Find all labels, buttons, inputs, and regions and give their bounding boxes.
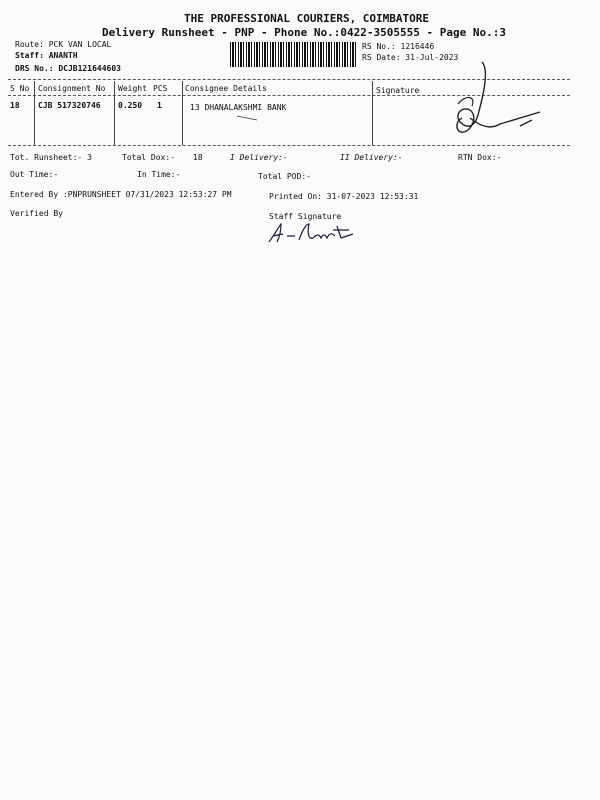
verified-by: Verified By bbox=[10, 209, 63, 218]
drs-number: DRS No.: DCJB121644603 bbox=[15, 64, 121, 73]
col-header-consignment: Consignment No bbox=[38, 84, 106, 93]
col-header-sno: S No bbox=[10, 84, 30, 93]
col-header-consignee: Consignee Details bbox=[185, 84, 267, 93]
col-divider bbox=[372, 81, 373, 145]
total-dox-label: Total Dox:- bbox=[122, 153, 175, 162]
row-sno: 18 bbox=[10, 101, 20, 110]
row-weight: 0.250 bbox=[118, 101, 143, 110]
col-header-weight: Weight bbox=[118, 84, 147, 93]
col-header-pcs: PCS bbox=[153, 84, 168, 93]
tot-runsheet: Tot. Runsheet:- 3 bbox=[10, 153, 92, 162]
ii-delivery: II Delivery:- bbox=[340, 153, 403, 162]
rs-date: RS Date: 31-Jul-2023 bbox=[362, 53, 459, 62]
total-pod: Total POD:- bbox=[258, 172, 311, 181]
table-bottom-rule bbox=[8, 145, 570, 146]
col-header-signature: Signature bbox=[376, 86, 420, 95]
total-dox-value: 18 bbox=[193, 153, 203, 162]
row-pcs: 1 bbox=[157, 101, 162, 110]
col-divider bbox=[114, 81, 115, 145]
in-time: In Time:- bbox=[137, 170, 181, 179]
col-divider bbox=[34, 81, 35, 145]
route-label: Route: PCK VAN LOCAL bbox=[15, 40, 112, 49]
out-time: Out Time:- bbox=[10, 170, 59, 179]
entered-by: Entered By :PNPRUNSHEET 07/31/2023 12:53:27 PM bbox=[10, 190, 232, 199]
runsheet-title: Delivery Runsheet - PNP - Phone No.:0422-3505555 - Page No.:3 bbox=[102, 26, 506, 39]
printed-on: Printed On: 31-07-2023 12:53:31 bbox=[269, 192, 419, 201]
rtn-dox: RTN Dox:- bbox=[458, 153, 502, 162]
row-consignee: 13 DHANALAKSHMI BANK bbox=[190, 103, 287, 112]
staff-label: Staff: ANANTH bbox=[15, 51, 78, 60]
col-divider bbox=[182, 81, 183, 145]
i-delivery: I Delivery:- bbox=[230, 153, 288, 162]
company-name: THE PROFESSIONAL COURIERS, COIMBATORE bbox=[184, 12, 430, 25]
pen-mark bbox=[235, 112, 265, 122]
staff-signature-label: Staff Signature bbox=[269, 212, 342, 221]
consignee-signature bbox=[420, 60, 560, 140]
rs-number: RS No.: 1216446 bbox=[362, 42, 435, 51]
row-consignment: CJB 517320746 bbox=[38, 101, 101, 110]
staff-signature bbox=[265, 220, 365, 250]
barcode bbox=[230, 42, 358, 67]
